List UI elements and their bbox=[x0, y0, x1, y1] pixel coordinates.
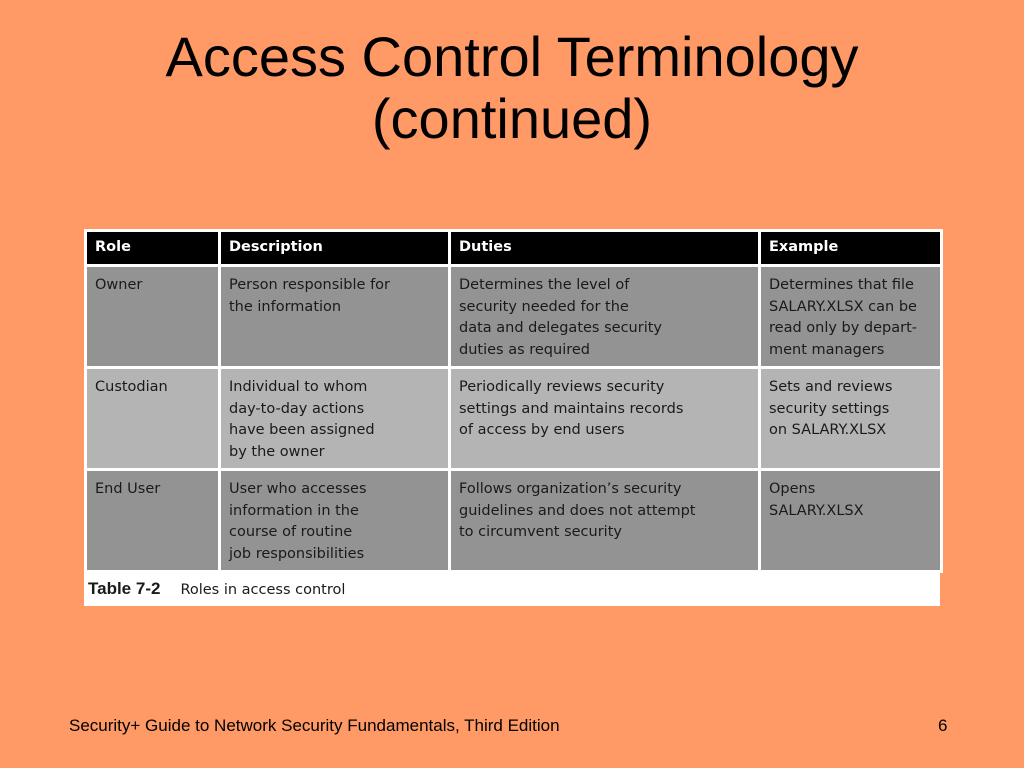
header-role: Role bbox=[86, 231, 220, 266]
page-number: 6 bbox=[938, 716, 948, 735]
table-row-custodian bbox=[86, 368, 942, 470]
cell-duties: Periodically reviews security settings and maintains records of access by end users bbox=[450, 368, 760, 470]
cell-example: Opens SALARY.XLSX bbox=[760, 470, 942, 572]
cell-example: Determines that file SALARY.XLSX can be read only by depart- ment managers bbox=[760, 266, 942, 368]
roles-table-figure bbox=[84, 229, 940, 606]
cell-duties: Follows organization’s security guidelines and does not attempt to circumvent security bbox=[450, 470, 760, 572]
cell-description: User who accesses information in the course of routine job responsibilities bbox=[220, 470, 450, 572]
cell-description: Person responsible for the information bbox=[220, 266, 450, 368]
cell-duties: Determines the level of security needed for the data and delegates security duties as required bbox=[450, 266, 760, 368]
table-caption bbox=[88, 579, 345, 599]
table-row-end-user bbox=[86, 470, 942, 572]
table-caption-text: Roles in access control bbox=[180, 582, 346, 598]
cell-role: Custodian bbox=[86, 368, 220, 470]
roles-table bbox=[84, 229, 943, 573]
table-header-row bbox=[86, 231, 942, 266]
cell-role: Owner bbox=[86, 266, 220, 368]
slide-title-line-2: (continued) bbox=[371, 87, 653, 150]
footer-text: Security+ Guide to Network Security Fundamentals, Third Edition bbox=[69, 716, 560, 735]
cell-role: End User bbox=[86, 470, 220, 572]
cell-description: Individual to whom day-to-day actions have been assigned by the owner bbox=[220, 368, 450, 470]
table-row-owner bbox=[86, 266, 942, 368]
table-caption-number: Table 7-2 bbox=[88, 579, 161, 598]
slide-title bbox=[0, 26, 1024, 150]
header-duties: Duties bbox=[450, 231, 760, 266]
header-example: Example bbox=[760, 231, 942, 266]
slide-title-line-1: Access Control Terminology bbox=[165, 25, 859, 88]
header-description: Description bbox=[220, 231, 450, 266]
cell-example: Sets and reviews security settings on SALARY.XLSX bbox=[760, 368, 942, 470]
